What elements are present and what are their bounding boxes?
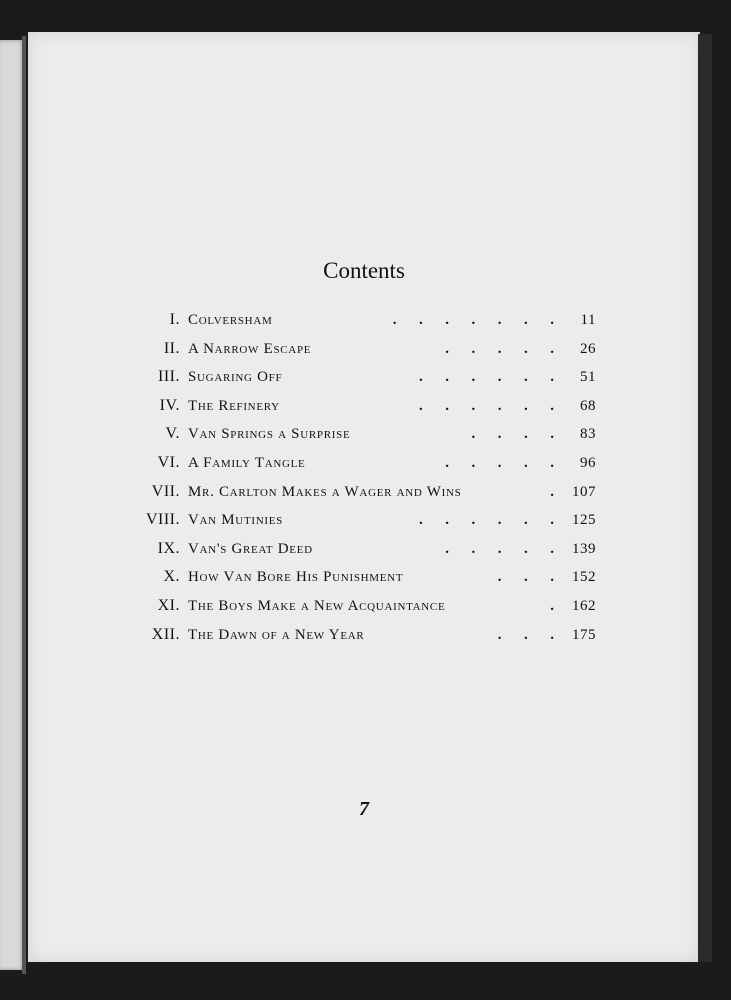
page-number: 125 — [572, 512, 596, 529]
chapter-number: VIII. — [145, 511, 180, 529]
dot-leader: . . . . . — [445, 540, 554, 557]
dot-leader: . . . . . . . — [392, 312, 554, 328]
chapter-title: Van's Great Deed — [188, 540, 313, 557]
chapter-number: VI. — [157, 453, 180, 471]
chapter-number: I. — [169, 311, 180, 328]
page-number: 107 — [572, 483, 596, 500]
table-of-contents — [126, 306, 596, 649]
toc-entry — [126, 449, 596, 478]
page-number: 96 — [580, 454, 596, 471]
toc-entry — [126, 535, 596, 564]
dot-leader: . . . . . . — [419, 369, 554, 386]
page-edge — [698, 34, 712, 962]
book-page — [28, 32, 700, 962]
chapter-title: Colversham — [188, 312, 273, 328]
toc-entry — [126, 563, 596, 592]
page-number: 175 — [572, 626, 596, 643]
chapter-number: X. — [163, 568, 180, 586]
toc-entry — [126, 306, 596, 335]
toc-entry — [126, 335, 596, 364]
spine-edge — [22, 36, 26, 974]
toc-entry — [126, 621, 596, 650]
chapter-title: Van Mutinies — [188, 512, 283, 529]
chapter-title: Van Springs a Surprise — [188, 426, 351, 443]
chapter-title: How Van Bore His Punishment — [188, 569, 404, 586]
chapter-title: A Narrow Escape — [188, 340, 312, 357]
chapter-title: A Family Tangle — [188, 454, 306, 471]
page-number: 139 — [572, 540, 596, 557]
chapter-title: The Refinery — [188, 397, 280, 414]
toc-entry — [126, 420, 596, 449]
toc-entry — [126, 363, 596, 392]
page-number: 68 — [580, 397, 596, 414]
chapter-title: Sugaring Off — [188, 369, 283, 386]
chapter-number: IX. — [157, 539, 180, 557]
toc-entry — [126, 478, 596, 507]
chapter-number: XI. — [157, 596, 180, 614]
dot-leader: . . . . — [471, 426, 554, 443]
toc-entry — [126, 592, 596, 621]
chapter-number: VII. — [151, 482, 180, 500]
dot-leader: . . . . . . — [419, 512, 554, 529]
chapter-number: XII. — [151, 625, 180, 643]
dot-leader: . — [550, 483, 554, 500]
chapter-number: IV. — [159, 396, 180, 414]
page-number: 152 — [572, 569, 596, 586]
page-number: 26 — [580, 340, 596, 357]
dot-leader: . . . . . — [445, 454, 554, 471]
dot-leader: . . . — [497, 569, 554, 586]
chapter-title: The Dawn of a New Year — [188, 626, 365, 643]
chapter-number: III. — [158, 368, 180, 386]
chapter-number: II. — [163, 339, 180, 357]
chapter-title: Mr. Carlton Makes a Wager and Wins — [188, 483, 462, 500]
page-number: 51 — [580, 369, 596, 386]
toc-entry — [126, 392, 596, 421]
folio-page-number: 7 — [359, 798, 369, 820]
page-number: 11 — [580, 312, 596, 328]
page-number: 162 — [572, 597, 596, 614]
dot-leader: . — [550, 597, 554, 614]
book-spine — [0, 40, 24, 970]
dot-leader: . . . . . — [445, 340, 554, 357]
toc-entry — [126, 506, 596, 535]
chapter-number: V. — [165, 425, 180, 443]
dot-leader: . . . . . . — [419, 397, 554, 414]
chapter-title: The Boys Make a New Acquaintance — [188, 597, 446, 614]
page-number: 83 — [580, 426, 596, 443]
page-title: Contents — [323, 258, 405, 283]
dot-leader: . . . — [497, 626, 554, 643]
